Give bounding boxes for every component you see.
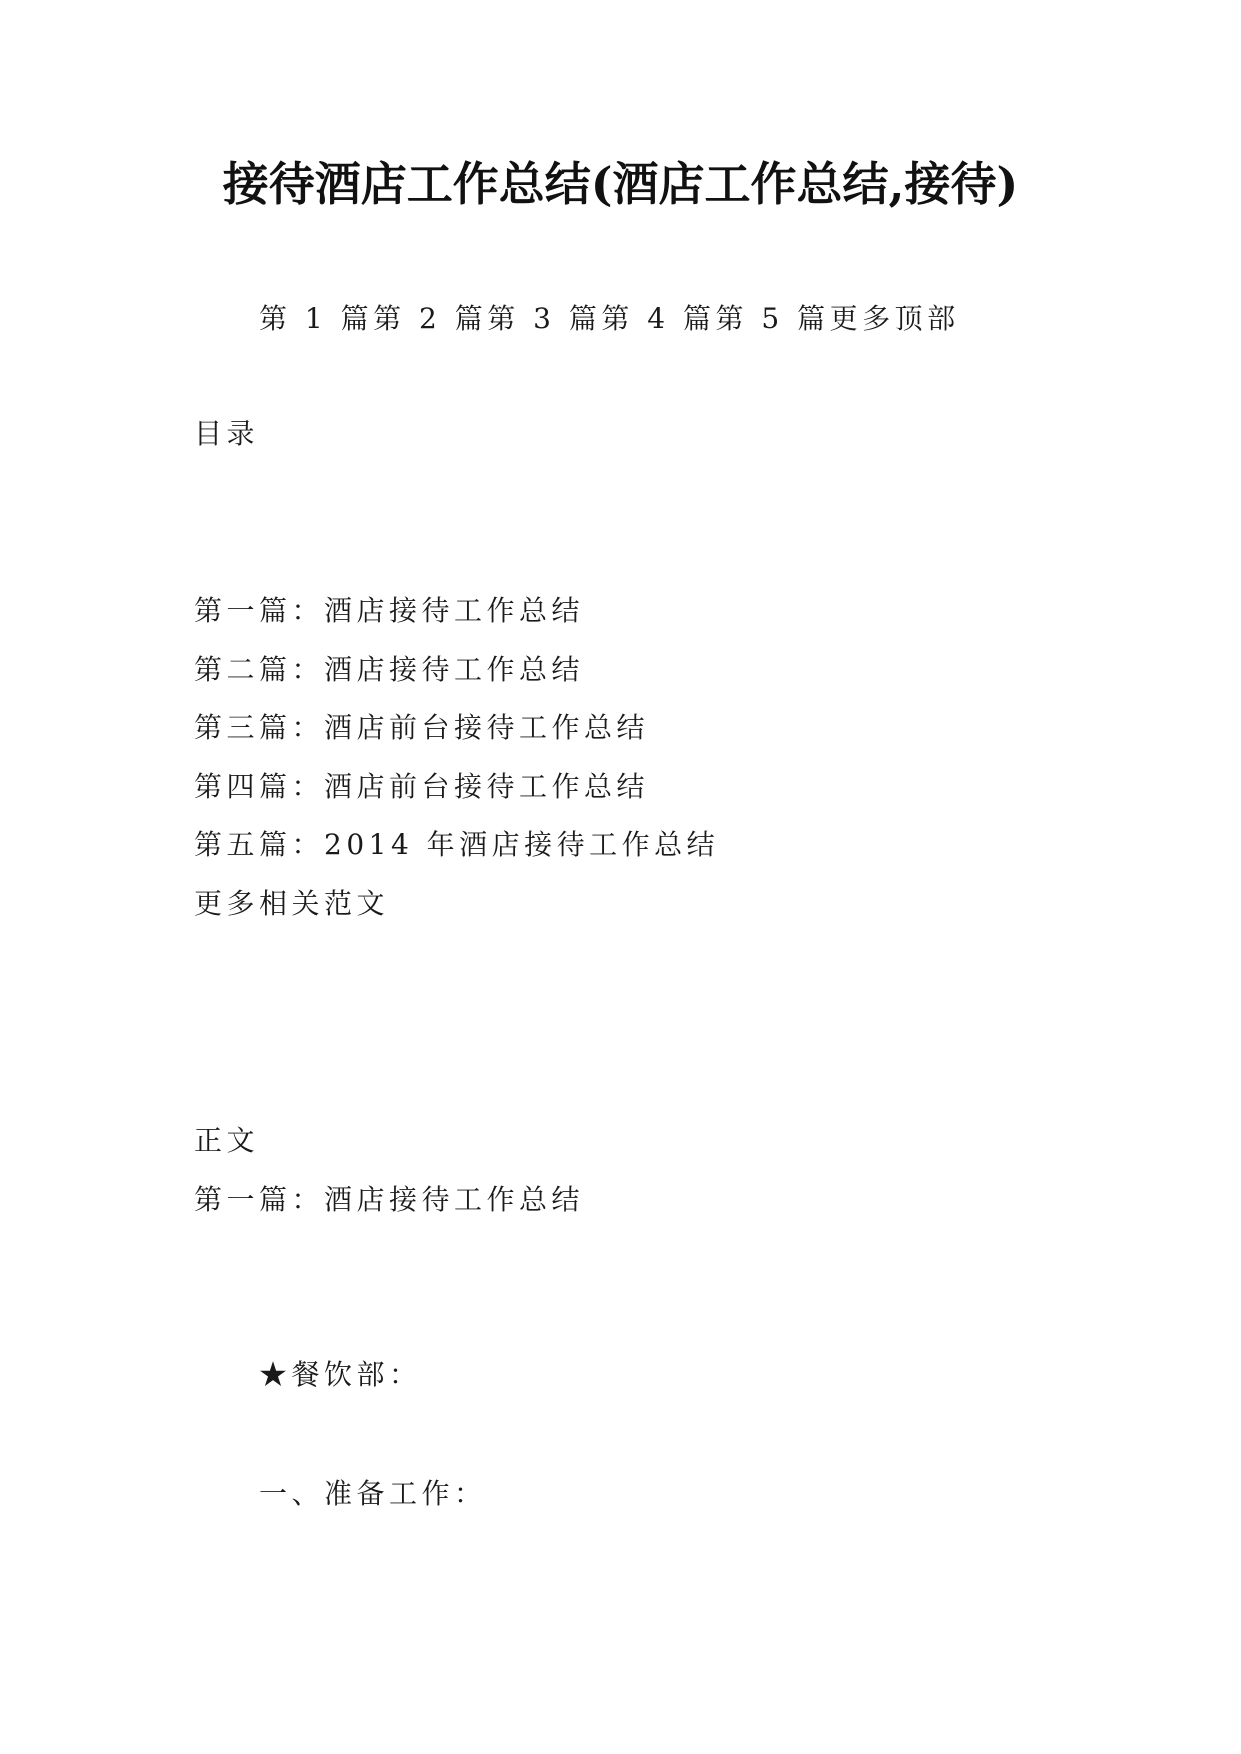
toc-item-2: 第二篇：酒店接待工作总结 [194, 652, 585, 686]
nav-link-more: 更多 [829, 302, 895, 335]
department-heading: ★餐饮部： [259, 1358, 422, 1391]
toc-item-5: 第五篇：2014 年酒店接待工作总结 [194, 828, 720, 862]
nav-link-article-2: 第 2 篇 [373, 302, 488, 335]
toc-item-1: 第一篇：酒店接待工作总结 [194, 594, 585, 627]
table-of-contents [194, 582, 719, 934]
toc-item-3: 第三篇：酒店前台接待工作总结 [194, 711, 650, 745]
nav-link-article-5: 第 5 篇 [715, 302, 830, 335]
body-heading: 正文 [194, 1124, 260, 1157]
subsection-heading: 一、准备工作： [259, 1477, 487, 1510]
nav-link-top: 顶部 [894, 302, 960, 335]
toc-heading: 目录 [194, 417, 260, 450]
toc-item-4: 第四篇：酒店前台接待工作总结 [194, 769, 650, 803]
nav-link-article-1: 第 1 篇 [259, 302, 374, 335]
section-title: 第一篇：酒店接待工作总结 [194, 1183, 585, 1216]
document-title: 接待酒店工作总结(酒店工作总结,接待) [222, 157, 1019, 211]
article-navigation [259, 304, 960, 334]
toc-more-related: 更多相关范文 [194, 886, 390, 920]
nav-link-article-3: 第 3 篇 [487, 302, 602, 335]
nav-link-article-4: 第 4 篇 [601, 302, 716, 335]
